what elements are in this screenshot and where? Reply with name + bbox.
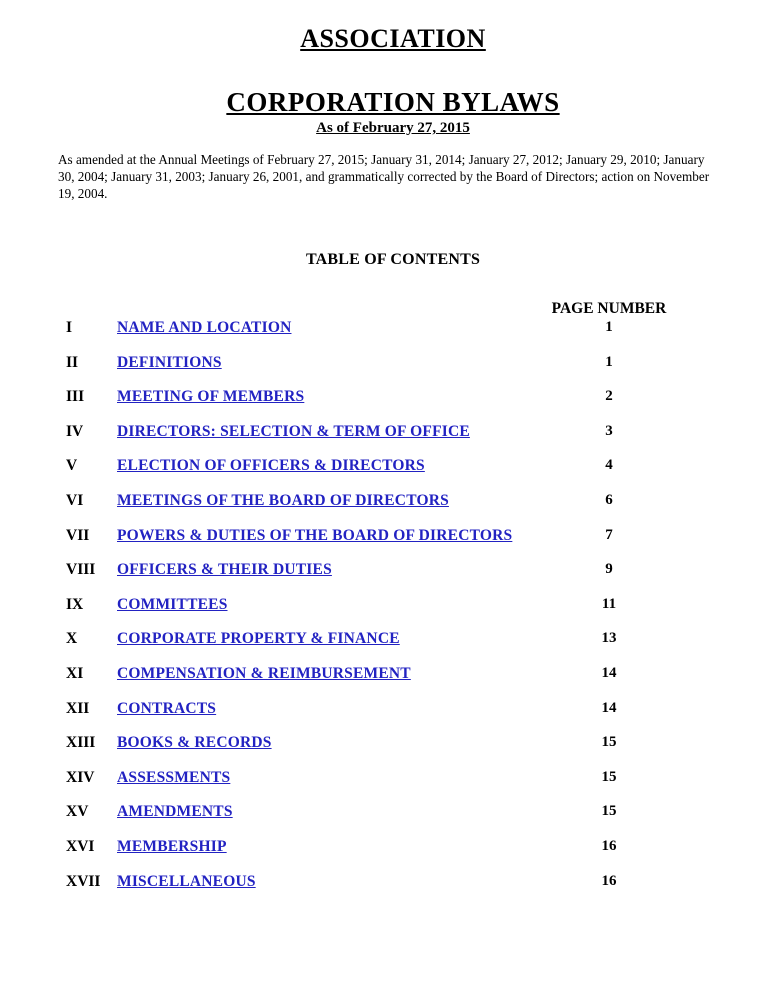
toc-roman-numeral: VIII — [66, 561, 96, 579]
toc-roman-numeral: IV — [66, 422, 84, 440]
toc-link-meeting-of-members[interactable]: MEETING OF MEMBERS — [117, 388, 305, 406]
toc-link-books-records[interactable]: BOOKS & RECORDS — [117, 734, 272, 752]
toc-row — [58, 456, 728, 491]
toc-roman-numeral: VI — [66, 491, 84, 509]
toc-row — [58, 837, 728, 872]
toc-link-committees[interactable]: COMMITTEES — [117, 595, 228, 613]
amendment-note: As amended at the Annual Meetings of February 27, 2015; January 31, 2014; January 27, 2012; January 29, 2010; January 30, 2004; January 31, 2003; January 26, 2001, and grammatically corrected by the Board of Directors; action on November 19, 2004. — [58, 152, 710, 201]
toc-roman-numeral: III — [66, 388, 85, 406]
toc-row — [58, 733, 728, 768]
toc-page-number: 1 — [605, 353, 613, 370]
toc-link-definitions[interactable]: DEFINITIONS — [117, 353, 222, 371]
toc-link-officers-their-duties[interactable]: OFFICERS & THEIR DUTIES — [117, 561, 332, 579]
toc-link-miscellaneous[interactable]: MISCELLANEOUS — [117, 872, 256, 890]
toc-page-number: 4 — [605, 457, 613, 474]
toc-row — [58, 353, 728, 388]
toc-roman-numeral: I — [66, 319, 73, 336]
toc-roman-numeral: XVII — [66, 872, 101, 890]
toc-page-number: 16 — [601, 837, 617, 854]
toc-link-contracts[interactable]: CONTRACTS — [117, 699, 217, 717]
toc-link-compensation-reimbursement[interactable]: COMPENSATION & REIMBURSEMENT — [117, 664, 411, 682]
toc-link-meetings-of-the-board-of-directors[interactable]: MEETINGS OF THE BOARD OF DIRECTORS — [117, 491, 449, 509]
toc-link-membership[interactable]: MEMBERSHIP — [117, 837, 227, 855]
toc-row — [58, 664, 728, 699]
toc-row — [58, 422, 728, 457]
toc-link-corporate-property-finance[interactable]: CORPORATE PROPERTY & FINANCE — [117, 630, 400, 648]
toc-row — [58, 318, 728, 353]
toc-page-number: 7 — [605, 526, 613, 543]
bylaws-title: CORPORATION BYLAWS — [226, 87, 560, 117]
toc-roman-numeral: X — [66, 630, 78, 648]
toc-page-number: 15 — [601, 803, 617, 820]
toc-page-number: 14 — [601, 699, 617, 716]
toc-row — [58, 768, 728, 803]
as-of-date: As of February 27, 2015 — [316, 120, 470, 136]
toc-page-number: 9 — [605, 561, 613, 578]
toc-roman-numeral: II — [66, 353, 79, 371]
toc-roman-numeral: XVI — [66, 837, 95, 855]
toc-row — [58, 595, 728, 630]
toc-page-number: 16 — [601, 872, 617, 889]
toc-page-number: 11 — [601, 595, 617, 612]
toc-row — [58, 560, 728, 595]
toc-roman-numeral: XIV — [66, 768, 95, 786]
toc-roman-numeral: XIII — [66, 734, 96, 752]
table-of-contents — [58, 300, 728, 906]
toc-row — [58, 491, 728, 526]
toc-row — [58, 699, 728, 734]
toc-link-assessments[interactable]: ASSESSMENTS — [117, 768, 231, 786]
toc-page-number: 14 — [601, 664, 617, 681]
toc-roman-numeral: XV — [66, 803, 89, 821]
toc-heading: TABLE OF CONTENTS — [305, 251, 481, 268]
toc-link-directors-selection-term-of-office[interactable]: DIRECTORS: SELECTION & TERM OF OFFICE — [117, 422, 470, 440]
toc-roman-numeral: XI — [66, 664, 84, 682]
toc-roman-numeral: IX — [66, 595, 84, 613]
toc-row — [58, 387, 728, 422]
toc-page-number: 2 — [605, 388, 613, 405]
toc-page-number: 1 — [605, 319, 613, 335]
toc-link-name-and-location[interactable]: NAME AND LOCATION — [117, 319, 292, 336]
page-number-column-header: PAGE NUMBER — [551, 300, 667, 317]
toc-page-number: 15 — [601, 734, 617, 751]
toc-page-number: 15 — [601, 768, 617, 785]
toc-link-powers-duties-of-the-board-of-directors[interactable]: POWERS & DUTIES OF THE BOARD OF DIRECTORS — [117, 526, 513, 544]
association-title: ASSOCIATION — [300, 24, 486, 53]
toc-page-number: 6 — [605, 491, 613, 508]
toc-row — [58, 526, 728, 561]
toc-row — [58, 629, 728, 664]
toc-roman-numeral: V — [66, 457, 78, 475]
toc-row — [58, 802, 728, 837]
toc-link-amendments[interactable]: AMENDMENTS — [117, 803, 233, 821]
toc-roman-numeral: VII — [66, 526, 90, 544]
toc-page-number: 3 — [605, 422, 613, 439]
toc-roman-numeral: XII — [66, 699, 90, 717]
toc-row — [58, 872, 728, 907]
toc-page-number: 13 — [601, 630, 617, 647]
toc-link-election-of-officers-directors[interactable]: ELECTION OF OFFICERS & DIRECTORS — [117, 457, 425, 475]
